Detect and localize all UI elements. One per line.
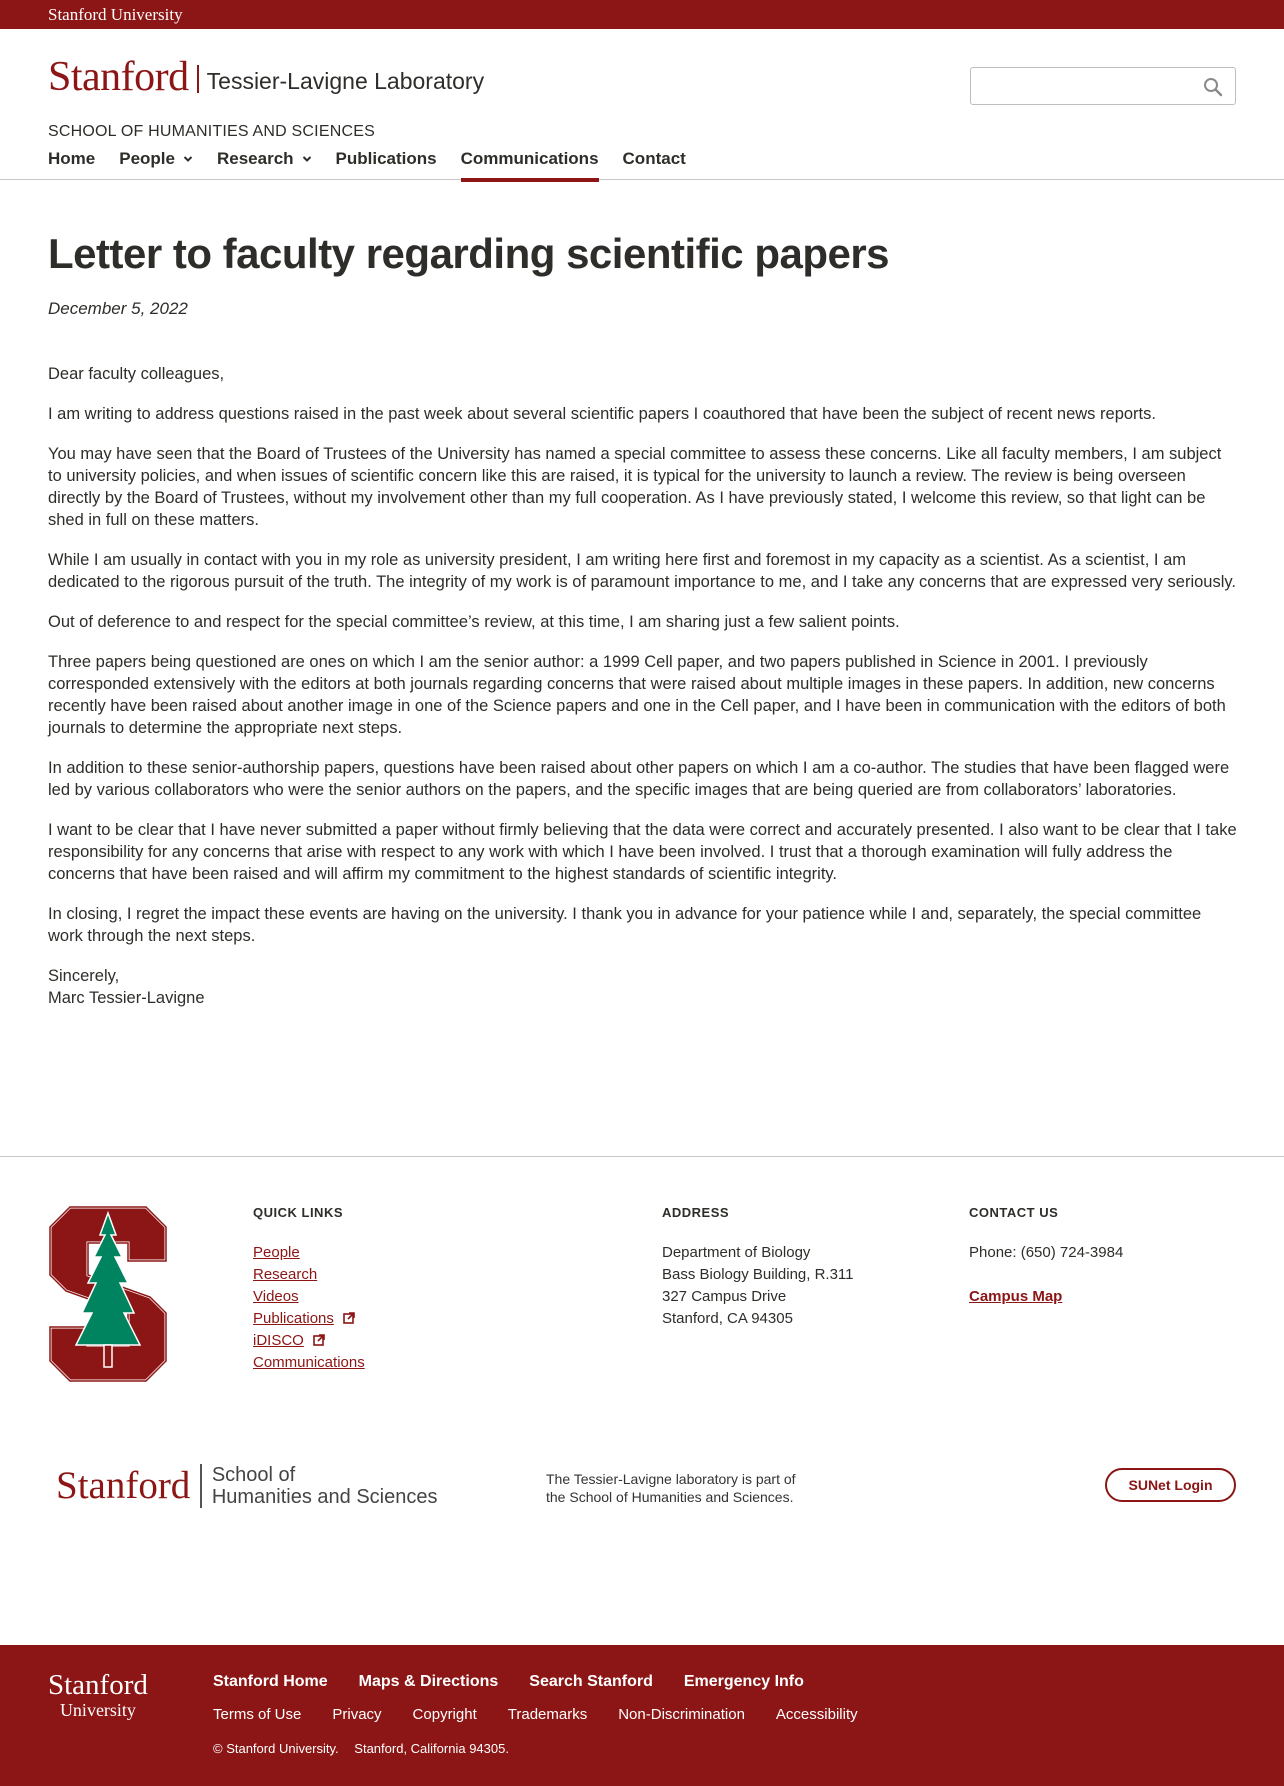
address-line: Stanford, CA 94305 <box>662 1310 793 1327</box>
brand-bar <box>0 0 1284 29</box>
nav-people-label: People <box>119 149 175 168</box>
part-of-line: the School of Humanities and Sciences. <box>546 1489 794 1505</box>
site-header <box>0 29 1284 180</box>
global-footer <box>0 1645 1284 1786</box>
chevron-down-icon[interactable] <box>302 154 312 164</box>
link-privacy[interactable]: Privacy <box>332 1706 382 1723</box>
stanford-university-logo[interactable] <box>48 1670 148 1720</box>
global-footer-secondary-links <box>213 1706 889 1723</box>
page-title: Letter to faculty regarding scientific papers <box>48 230 890 277</box>
lab-name: Tessier-Lavigne Laboratory <box>206 68 485 94</box>
school-name-line: School of <box>211 1464 296 1486</box>
contact-phone: Phone: (650) 724-3984 <box>969 1244 1124 1261</box>
article-date: December 5, 2022 <box>48 299 188 318</box>
address-line: Department of Biology <box>662 1244 811 1261</box>
external-link-icon <box>343 1312 355 1324</box>
footer-address <box>662 1205 854 1330</box>
article <box>48 228 1238 1009</box>
footer-link-publications[interactable]: Publications <box>253 1310 334 1327</box>
link-copyright[interactable]: Copyright <box>412 1706 477 1723</box>
copyright-text: © Stanford University. <box>213 1741 339 1756</box>
school-name-line: Humanities and Sciences <box>211 1486 438 1508</box>
paragraph: While I am usually in contact with you in my role as university president, I am writing here first and foremost in my capacity as a scientist. As a scientist, I am dedicated to the rigorous pursuit of the truth. The integrity of my work is of paramount importance to me, and I take any concerns that are expressed very seriously. <box>48 551 1236 591</box>
footer-link-idisco[interactable]: iDISCO <box>253 1332 304 1349</box>
part-of-line: The Tessier-Lavigne laboratory is part of <box>546 1471 796 1487</box>
paragraph: In closing, I regret the impact these events are having on the university. I thank you in advance for your patience while I and, separately, the special committee work through the next steps. <box>48 905 1202 945</box>
address-line: Bass Biology Building, R.311 <box>662 1266 854 1283</box>
footer-divider <box>0 1156 1284 1157</box>
paragraph: You may have seen that the Board of Trustees of the University has named a special committee to assess these concerns. Like all faculty members, I am subject to university policies, and when issues of scientific concern like this are raised, it is typical for the university to launch a review. The review is being overseen directly by the Board of Trustees, without my involvement other than my full cooperation. As I have previously stated, I welcome this review, so that light can be shed in full on these matters. <box>48 445 1222 529</box>
contact-heading: CONTACT US <box>969 1205 1059 1220</box>
nav-home[interactable] <box>48 139 95 179</box>
paragraph: I want to be clear that I have never submitted a paper without firmly believing that the data were correct and accurately presented. I also want to be clear that I take responsibility for any concerns that arise with respect to any work with which I have been involved. I trust that a thorough examination will fully address the concerns that have been raised and will affirm my commitment to the highest standards of scientific integrity. <box>48 821 1237 883</box>
sunet-login-button[interactable]: SUNet Login <box>1105 1468 1236 1502</box>
footer-link-people[interactable]: People <box>253 1244 300 1261</box>
address-line: 327 Campus Drive <box>662 1288 787 1305</box>
external-link-icon <box>313 1334 325 1346</box>
link-terms-of-use[interactable]: Terms of Use <box>213 1706 302 1723</box>
nav-publications-label: Publications <box>335 149 437 168</box>
location-text: Stanford, California 94305. <box>354 1741 509 1756</box>
nav-publications[interactable] <box>336 139 437 179</box>
nav-communications-label: Communications <box>460 149 599 168</box>
campus-map-link[interactable]: Campus Map <box>969 1288 1063 1305</box>
site-lockup[interactable] <box>48 55 484 99</box>
footer-link-research[interactable]: Research <box>253 1266 318 1283</box>
part-of-statement <box>546 1470 796 1506</box>
paragraph: Out of deference to and respect for the special committee’s review, at this time, I am sharing just a few salient points. <box>48 613 900 631</box>
link-stanford-home[interactable]: Stanford Home <box>213 1673 328 1690</box>
link-non-discrimination[interactable]: Non-Discrimination <box>618 1706 745 1723</box>
stanford-university-link[interactable]: Stanford University <box>48 4 183 24</box>
school-name: SCHOOL OF HUMANITIES AND SCIENCES <box>48 123 375 140</box>
signoff: Sincerely, <box>48 967 120 985</box>
logo-line: University <box>59 1700 136 1720</box>
footer-contact <box>969 1205 1123 1308</box>
link-trademarks[interactable]: Trademarks <box>507 1706 588 1723</box>
link-search-stanford[interactable]: Search Stanford <box>529 1673 653 1690</box>
search-icon[interactable] <box>1203 77 1223 97</box>
paragraph: Dear faculty colleagues, <box>48 365 225 383</box>
nav-contact-label: Contact <box>622 149 686 168</box>
nav-communications[interactable] <box>461 139 599 179</box>
quick-links-heading: QUICK LINKS <box>253 1205 343 1220</box>
chevron-down-icon[interactable] <box>183 154 193 164</box>
article-body <box>48 363 1238 1009</box>
address-heading: ADDRESS <box>662 1205 730 1220</box>
copyright-notice <box>213 1741 521 1756</box>
search-box <box>970 67 1236 105</box>
stanford-wordmark: Stanford <box>56 1464 191 1507</box>
lockup-divider <box>200 1464 202 1508</box>
search-input[interactable] <box>971 68 1191 104</box>
footer-link-communications[interactable]: Communications <box>253 1354 365 1371</box>
nav-contact[interactable] <box>623 139 686 179</box>
paragraph: In addition to these senior-authorship papers, questions have been raised about other papers on which I am a co-author. The studies that have been flagged were led by various collaborators who were the senior authors on the papers, and the specific images that are being queried are from collaborators’ laboratories. <box>48 759 1230 799</box>
stanford-s-tree-logo <box>48 1205 168 1383</box>
lockup-divider <box>197 65 199 93</box>
link-accessibility[interactable]: Accessibility <box>775 1706 858 1723</box>
nav-research[interactable] <box>217 139 312 179</box>
nav-home-label: Home <box>48 149 96 168</box>
paragraph: Three papers being questioned are ones on which I am the senior author: a 1999 Cell paper, and two papers published in Science in 2001. I previously corresponded extensively with the editors at both journals regarding concerns that were raised about multiple images in these papers. In addition, new concerns recently have been raised about another image in one of the Science papers and one in the Cell paper, and I have been in communication with the editors of both journals to determine the appropriate next steps. <box>48 653 1226 737</box>
stanford-wordmark: Stanford <box>48 54 189 100</box>
quick-links <box>253 1205 365 1374</box>
humanities-sciences-lockup[interactable] <box>56 1464 438 1508</box>
logo-line: Stanford <box>48 1669 148 1701</box>
link-emergency-info[interactable]: Emergency Info <box>683 1673 804 1690</box>
footer-link-videos[interactable]: Videos <box>253 1288 299 1305</box>
signature: Marc Tessier-Lavigne <box>48 989 205 1007</box>
link-maps-directions[interactable]: Maps & Directions <box>358 1673 499 1690</box>
paragraph: I am writing to address questions raised in the past week about several scientific papers I coauthored that have been the subject of recent news reports. <box>48 405 1156 423</box>
nav-people[interactable] <box>119 139 193 179</box>
school-name <box>212 1464 438 1508</box>
nav-research-label: Research <box>216 149 294 168</box>
global-footer-primary-links <box>213 1673 835 1691</box>
main-nav <box>48 139 710 183</box>
